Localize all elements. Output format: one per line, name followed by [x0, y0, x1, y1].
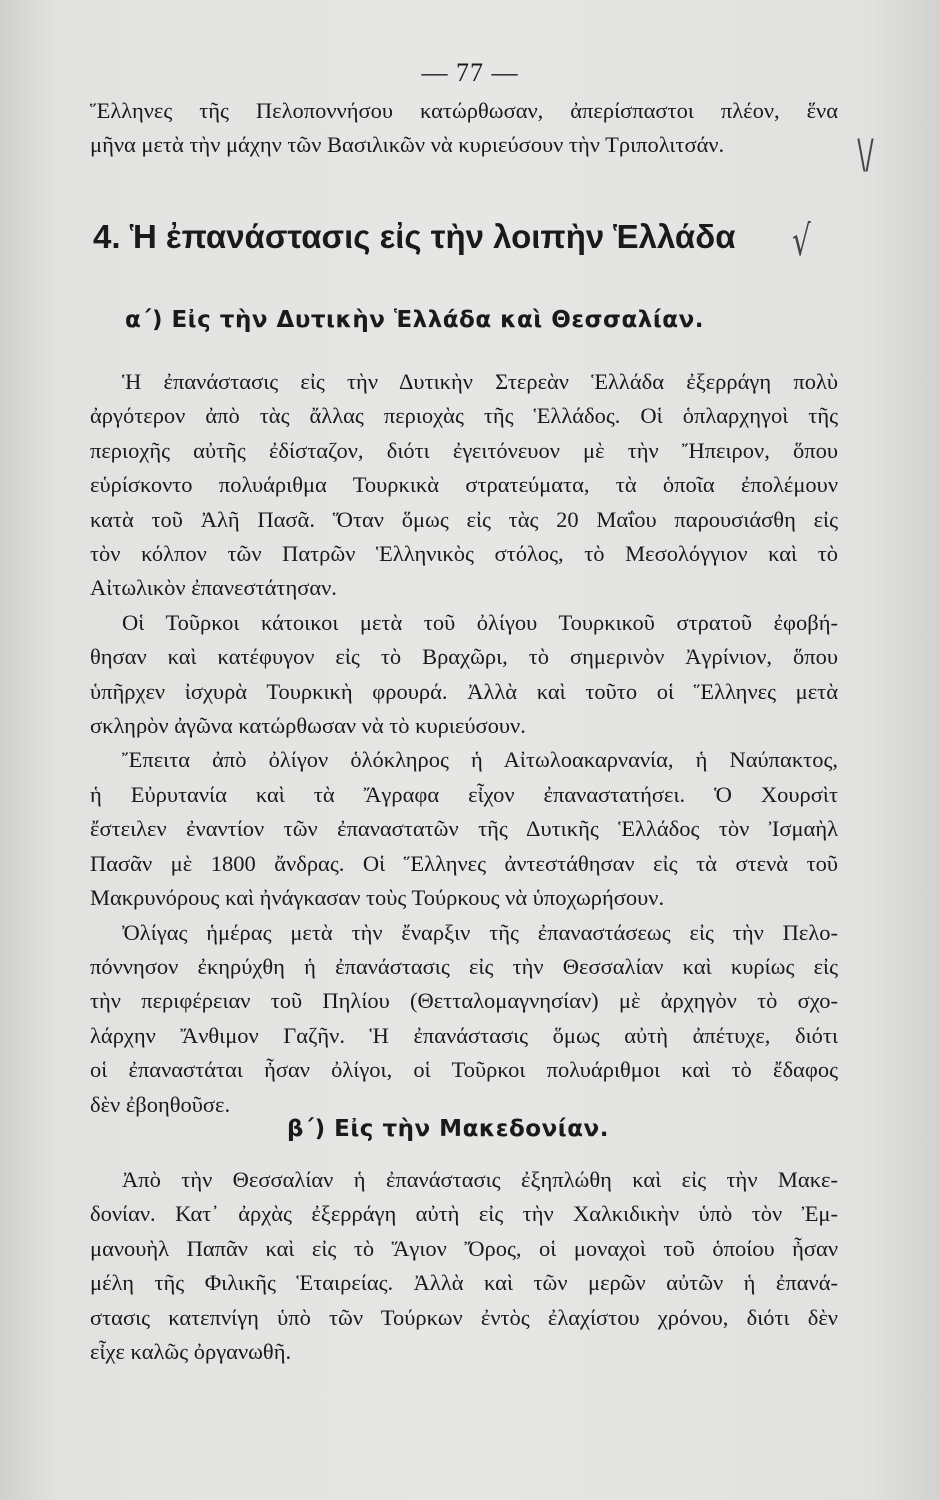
handwritten-check-mark: √ — [792, 216, 811, 265]
text-line: ἀργότερον ἀπὸ τὰς ἄλλας περιοχὰς τῆς Ἑλλάδος. Οἱ ὁπλαρχηγοὶ τῆς — [90, 403, 838, 429]
text-line: Ἡ ἐπανάστασις εἰς τὴν Δυτικὴν Στερεὰν Ἑλλάδα ἐξερράγη πολὺ — [122, 369, 838, 394]
handwritten-check-mark: \/ — [857, 132, 874, 178]
text-line: εὑρίσκοντο πολυάριθμα Τουρκικὰ στρατεύματα, τὰ ὁποῖα ἐπολέμουν — [90, 472, 838, 498]
text-line: ὑπῆρχεν ἰσχυρὰ Τουρκικὴ φρουρά. Ἀλλὰ καὶ τοῦτο οἱ Ἕλληνες μετὰ — [90, 678, 838, 704]
text-line: Ὀλίγας ἡμέρας μετὰ τὴν ἔναρξιν τῆς ἐπαναστάσεως εἰς τὴν Πελο- — [122, 919, 838, 945]
text-line: Ἔπειτα ἀπὸ ὀλίγον ὁλόκληρος ἡ Αἰτωλοακαρνανία, ἡ Ναύπακτος, — [122, 747, 838, 773]
text-line: μανουὴλ Παπᾶν καὶ εἰς τὸ Ἅγιον Ὄρος, οἱ μοναχοὶ τοῦ ὁποίου ἦσαν — [90, 1235, 838, 1261]
section-b-body — [90, 1163, 838, 1369]
section-title: 4. Ἡ ἐπανάστασις εἰς τὴν λοιπὴν Ἑλλάδα — [93, 218, 736, 255]
subsection-heading-a: α΄) Εἰς τὴν Δυτικὴν Ἑλλάδα καὶ Θεσσαλίαν. — [125, 307, 704, 333]
text-line: θησαν καὶ κατέφυγον εἰς τὸ Βραχῶρι, τὸ σημερινὸν Ἀγρίνιον, ὅπου — [90, 644, 838, 670]
subsection-heading-b: β΄) Εἰς τὴν Μακεδονίαν. — [287, 1116, 609, 1142]
text-line: δονίαν. Κατ᾽ ἀρχὰς ἐξερράγη αὐτὴ εἰς τὴν Χαλκιδικὴν ὑπὸ τὸν Ἐμ- — [90, 1201, 838, 1227]
text-line: Πασᾶν μὲ 1800 ἄνδρας. Οἱ Ἕλληνες ἀντεστάθησαν εἰς τὰ στενὰ τοῦ — [90, 850, 838, 876]
text-line: εἶχε καλῶς ὀργανωθῆ. — [90, 1339, 292, 1365]
text-line: Ἀπὸ τὴν Θεσσαλίαν ἡ ἐπανάστασις ἐξηπλώθη καὶ εἰς τὴν Μακε- — [122, 1167, 838, 1192]
text-line: τὴν περιφέρειαν τοῦ Πηλίου (Θετταλομαγνησίαν) μὲ ἀρχηγὸν τὸ σχο- — [90, 988, 838, 1014]
text-line: σκληρὸν ἀγῶνα κατώρθωσαν νὰ τὸ κυριεύσουν. — [90, 713, 526, 739]
text-line: κατὰ τοῦ Ἀλῆ Πασᾶ. Ὅταν ὅμως εἰς τὰς 20 Μαΐου παρουσιάσθη εἰς — [90, 506, 838, 532]
text-line: μέλη τῆς Φιλικῆς Ἑταιρείας. Ἀλλὰ καὶ τῶν μερῶν αὐτῶν ἡ ἐπανά- — [90, 1270, 838, 1296]
intro-paragraph — [90, 94, 838, 163]
text-line: ἔστειλεν ἐναντίον τῶν ἐπαναστατῶν τῆς Δυτικῆς Ἑλλάδος τὸν Ἰσμαὴλ — [90, 816, 838, 842]
text-line: τὸν κόλπον τῶν Πατρῶν Ἑλληνικὸς στόλος, τὸ Μεσολόγγιον καὶ τὸ — [90, 541, 838, 567]
text-line: Αἰτωλικὸν ἐπανεστάτησαν. — [90, 575, 337, 601]
text-line: Οἱ Τοῦρκοι κάτοικοι μετὰ τοῦ ὀλίγου Τουρκικοῦ στρατοῦ ἐφοβή- — [122, 609, 838, 635]
text-line: δὲν ἐβοηθοῦσε. — [90, 1091, 231, 1117]
text-line: περιοχῆς αὐτῆς ἐδίσταζον, διότι ἐγειτόνευον μὲ τὴν Ἤπειρον, ὅπου — [90, 437, 838, 463]
text-line: μῆνα μετὰ τὴν μάχην τῶν Βασιλικῶν νὰ κυριεύσουν τὴν Τριπολιτσάν. — [90, 132, 725, 158]
section-a-body — [90, 365, 838, 1122]
text-line: Μακρυνόρους καὶ ἠνάγκασαν τοὺς Τούρκους νὰ ὑποχωρήσουν. — [90, 885, 665, 911]
text-line: πόννησον ἐκηρύχθη ἡ ἐπανάστασις εἰς τὴν Θεσσαλίαν καὶ κυρίως εἰς — [90, 953, 838, 979]
text-line: οἱ ἐπαναστάται ἦσαν ὀλίγοι, οἱ Τοῦρκοι πολυάριθμοι καὶ τὸ ἔδαφος — [90, 1057, 838, 1083]
text-line: λάρχην Ἄνθιμον Γαζῆν. Ἡ ἐπανάστασις ὅμως αὐτὴ ἀπέτυχε, διότι — [90, 1022, 838, 1048]
text-line: στασις κατεπνίγη ὑπὸ τῶν Τούρκων ἐντὸς ἐλαχίστου χρόνου, διότι δὲν — [90, 1304, 838, 1330]
page-number: — 77 — — [421, 58, 519, 87]
text-line: ἡ Εὐρυτανία καὶ τὰ Ἄγραφα εἶχον ἐπαναστατήσει. Ὁ Χουρσὶτ — [90, 781, 838, 807]
text-line: Ἕλληνες τῆς Πελοποννήσου κατώρθωσαν, ἀπερίσπαστοι πλέον, ἕνα — [90, 98, 838, 123]
